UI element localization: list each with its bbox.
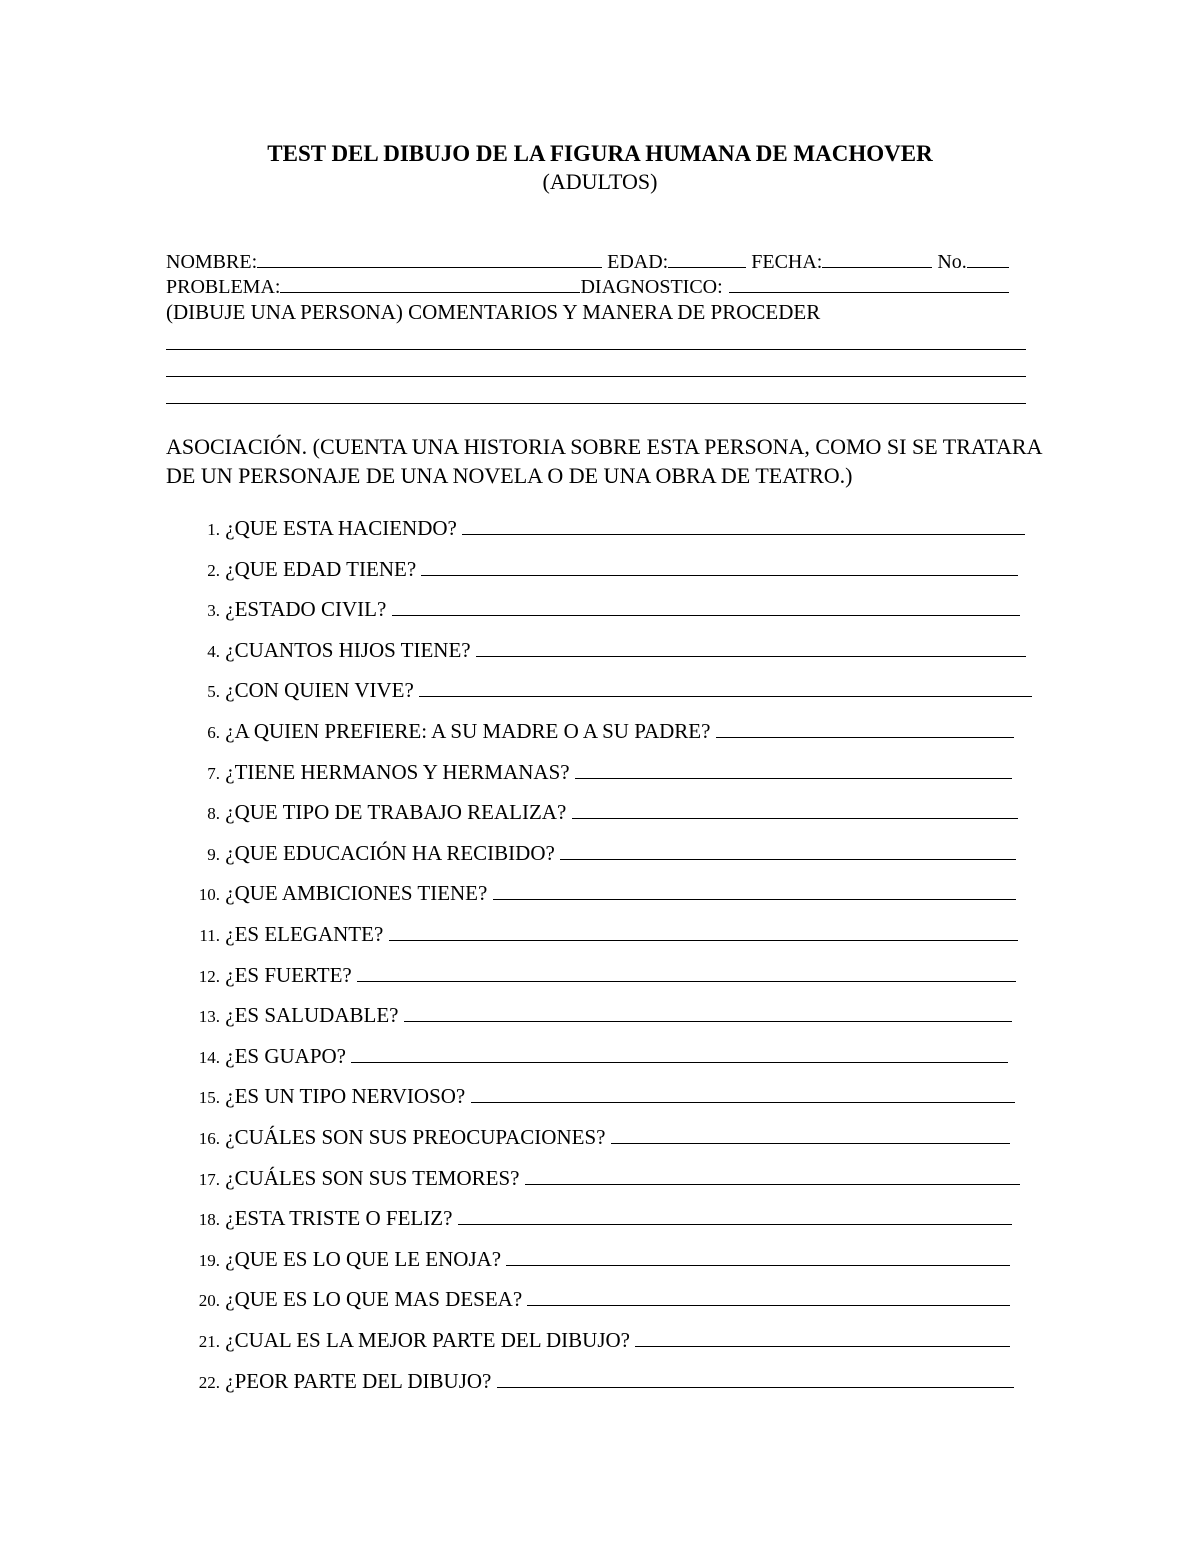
problema-label: PROBLEMA: (166, 276, 281, 298)
question-number: 13. (198, 1007, 220, 1027)
question-text: ¿ES ELEGANTE? (225, 922, 384, 946)
question-text: ¿CUÁLES SON SUS PREOCUPACIONES? (225, 1125, 606, 1149)
question-text: ¿CUANTOS HIJOS TIENE? (225, 637, 471, 662)
question-row (180, 961, 1016, 989)
question-row (180, 555, 1018, 583)
problema-field[interactable] (280, 273, 580, 293)
question-text: ¿CON QUIEN VIVE? (225, 678, 414, 703)
question-text: ¿ES FUERTE? (225, 962, 352, 987)
question-number: 20. (198, 1291, 220, 1311)
question-text: ¿ESTADO CIVIL? (225, 597, 387, 622)
no-field[interactable] (967, 248, 1009, 268)
association-instructions: ASOCIACIÓN. (CUENTA UNA HISTORIA SOBRE ESTA PERSONA, COMO SI SE TRATARA DE UN PERSONAJE DE UNA NOVELA O DE UNA OBRA DE TEATRO.) (166, 434, 1042, 488)
question-text: ¿CUÁLES SON SUS TEMORES? (225, 1165, 520, 1190)
answer-field[interactable] (497, 1367, 1014, 1388)
question-number: 8. (207, 804, 220, 824)
question-number: 11. (199, 926, 220, 945)
question-row (180, 798, 1018, 826)
answer-field[interactable] (525, 1164, 1020, 1185)
document-title: TEST DEL DIBUJO DE LA FIGURA HUMANA DE MACHOVER (267, 141, 933, 166)
question-number: 17. (198, 1169, 220, 1189)
nombre-label: NOMBRE: (166, 251, 258, 273)
question-row (180, 1123, 1010, 1151)
question-number: 3. (207, 601, 220, 621)
answer-field[interactable] (493, 879, 1016, 900)
instruction-text: (DIBUJE UNA PERSONA) COMENTARIOS Y MANERA DE PROCEDER (166, 300, 821, 324)
question-text: ¿QUE ESTA HACIENDO? (225, 516, 457, 540)
question-row (180, 1164, 1020, 1192)
question-text: ¿A QUIEN PREFIERE: A SU MADRE O A SU PADRE? (225, 719, 711, 743)
question-text: ¿ES GUAPO? (225, 1043, 346, 1068)
question-number: 5. (207, 682, 220, 702)
answer-field[interactable] (575, 758, 1012, 779)
answer-field[interactable] (404, 1001, 1012, 1022)
answer-field[interactable] (471, 1082, 1015, 1103)
question-number: 18. (198, 1210, 220, 1230)
question-number: 14. (198, 1047, 220, 1067)
answer-field[interactable] (392, 595, 1020, 616)
question-text: ¿QUE EDUCACIÓN HA RECIBIDO? (225, 840, 555, 865)
question-row (180, 758, 1012, 786)
answer-field[interactable] (560, 839, 1016, 860)
answer-field[interactable] (611, 1123, 1010, 1144)
question-number: 21. (198, 1332, 220, 1351)
answer-field[interactable] (716, 717, 1014, 738)
question-number: 10. (198, 885, 220, 905)
problem-row (166, 273, 1009, 299)
answer-field[interactable] (458, 1204, 1012, 1225)
question-text: ¿ES SALUDABLE? (225, 1003, 399, 1028)
question-text: ¿ES UN TIPO NERVIOSO? (225, 1084, 466, 1109)
question-number: 4. (207, 641, 220, 661)
question-number: 1. (207, 520, 220, 539)
answer-field[interactable] (506, 1245, 1010, 1266)
question-row (180, 839, 1016, 867)
answer-field[interactable] (572, 798, 1018, 819)
answer-field[interactable] (635, 1326, 1010, 1347)
comment-line[interactable] (166, 403, 1026, 404)
question-number: 15. (198, 1088, 220, 1108)
question-row (180, 717, 1014, 745)
question-text: ¿QUE ES LO QUE LE ENOJA? (225, 1246, 502, 1271)
diagnostico-field[interactable] (729, 273, 1009, 293)
question-row (180, 1245, 1010, 1273)
question-number: 22. (198, 1372, 220, 1392)
edad-field[interactable] (668, 248, 746, 268)
question-number: 12. (198, 966, 220, 986)
document-subtitle: (ADULTOS) (542, 169, 658, 194)
answer-field[interactable] (421, 555, 1018, 576)
answer-field[interactable] (476, 636, 1026, 657)
question-text: ¿QUE AMBICIONES TIENE? (225, 881, 488, 906)
identification-row (166, 248, 1009, 274)
question-row (180, 595, 1020, 623)
question-row (180, 676, 1032, 704)
answer-field[interactable] (419, 676, 1032, 697)
question-number: 16. (198, 1129, 220, 1148)
question-number: 2. (207, 560, 220, 580)
question-text: ¿QUE TIPO DE TRABAJO REALIZA? (225, 800, 567, 825)
question-text: ¿QUE EDAD TIENE? (225, 556, 417, 581)
no-label: No. (937, 251, 967, 273)
question-row (180, 514, 1025, 542)
comment-line[interactable] (166, 349, 1026, 350)
question-number: 6. (207, 723, 220, 742)
fecha-label: FECHA: (751, 251, 823, 273)
answer-field[interactable] (462, 514, 1025, 535)
answer-field[interactable] (389, 920, 1018, 941)
question-text: ¿PEOR PARTE DEL DIBUJO? (225, 1368, 492, 1393)
question-number: 19. (198, 1250, 220, 1270)
question-number: 9. (207, 844, 220, 864)
question-row (180, 920, 1018, 948)
question-text: ¿ESTA TRISTE O FELIZ? (225, 1206, 453, 1231)
question-text: ¿TIENE HERMANOS Y HERMANAS? (225, 759, 570, 784)
question-row (180, 1204, 1012, 1232)
diagnostico-label: DIAGNOSTICO: (580, 276, 723, 298)
question-row (180, 1326, 1010, 1354)
comment-line[interactable] (166, 376, 1026, 377)
question-text: ¿QUE ES LO QUE MAS DESEA? (225, 1287, 523, 1312)
question-row (180, 1285, 1010, 1313)
question-number: 7. (207, 763, 220, 783)
question-row (180, 636, 1026, 664)
answer-field[interactable] (351, 1042, 1008, 1063)
edad-label: EDAD: (607, 251, 669, 273)
nombre-field[interactable] (257, 248, 602, 268)
question-row (180, 1082, 1015, 1110)
question-row (180, 1367, 1014, 1395)
question-row (180, 1001, 1012, 1029)
question-text: ¿CUAL ES LA MEJOR PARTE DEL DIBUJO? (225, 1328, 630, 1352)
question-row (180, 1042, 1008, 1070)
question-row (180, 879, 1016, 907)
fecha-field[interactable] (822, 248, 932, 268)
answer-field[interactable] (357, 961, 1016, 982)
answer-field[interactable] (527, 1285, 1010, 1306)
